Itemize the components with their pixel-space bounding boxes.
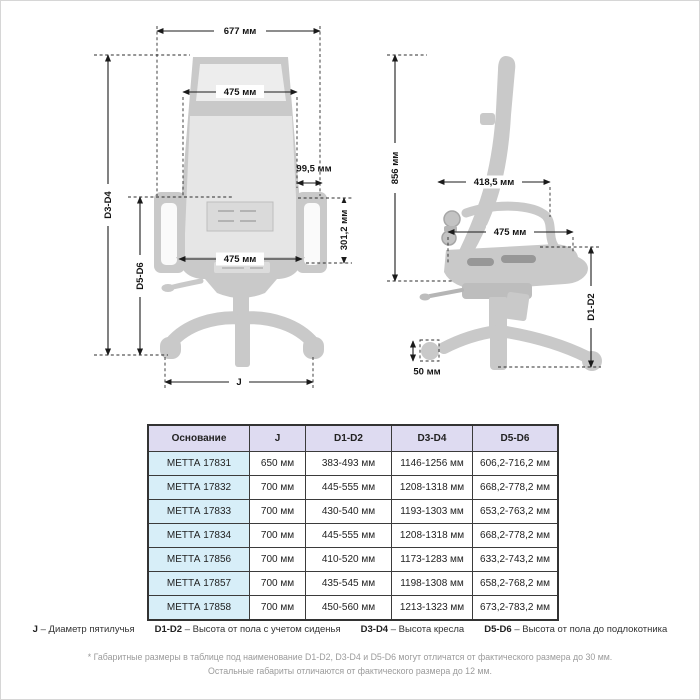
table-row — [148, 548, 558, 572]
legend-item — [155, 624, 341, 635]
dim-label-seat-height-code: D1-D2 — [586, 293, 597, 321]
cell-d1d2: 450-560 мм — [306, 596, 392, 621]
col-header-d3d4: D3-D4 — [392, 425, 473, 452]
cell-model: МЕТТА 17856 — [148, 548, 250, 572]
dim-label-seat-depth: 475 мм — [493, 227, 527, 238]
cell-d1d2: 445-555 мм — [306, 476, 392, 500]
dim-label-seat-width: 475 мм — [223, 254, 257, 265]
cell-j: 700 мм — [250, 548, 306, 572]
dim-label-overall-width: 677 мм — [223, 26, 257, 37]
legend-code: D5-D6 — [484, 624, 512, 635]
dim-label-base-code: J — [236, 377, 242, 388]
cell-d3d4: 1173-1283 мм — [392, 548, 473, 572]
cell-d3d4: 1198-1308 мм — [392, 572, 473, 596]
col-header-d1d2: D1-D2 — [306, 425, 392, 452]
col-header-j: J — [250, 425, 306, 452]
cell-j: 700 мм — [250, 500, 306, 524]
legend-code: D1-D2 — [154, 624, 183, 635]
col-header-d5d6: D5-D6 — [473, 425, 559, 452]
legend-item — [484, 624, 667, 635]
legend-code: J — [32, 624, 38, 635]
cell-d1d2: 435-545 мм — [306, 572, 392, 596]
cell-model: МЕТТА 17833 — [148, 500, 250, 524]
cell-model: МЕТТА 17858 — [148, 596, 250, 621]
footnote — [0, 650, 700, 678]
legend-desc: – Высота от пола с учетом сиденья — [184, 624, 341, 635]
cell-j: 700 мм — [250, 596, 306, 621]
cell-d5d6: 606,2-716,2 мм — [473, 452, 559, 476]
chair-side-illustration — [420, 56, 603, 371]
dim-label-total-height-code: D3-D4 — [103, 191, 114, 219]
dim-label-back-height: 856 мм — [390, 151, 401, 185]
table-row — [148, 500, 558, 524]
dimension-legend — [0, 624, 700, 635]
dim-label-backrest-width: 475 мм — [223, 87, 257, 98]
cell-model: МЕТТА 17832 — [148, 476, 250, 500]
table-header-row — [148, 425, 558, 452]
cell-d1d2: 445-555 мм — [306, 524, 392, 548]
table-row — [148, 596, 558, 621]
legend-desc: – Диаметр пятилучья — [40, 624, 135, 635]
chair-front-illustration — [154, 57, 327, 367]
cell-d3d4: 1213-1323 мм — [392, 596, 473, 621]
legend-desc: – Высота кресла — [390, 624, 465, 635]
footnote-line2: Остальные габариты отличаются от фактического размера до 12 мм. — [208, 666, 492, 677]
table-row — [148, 572, 558, 596]
cell-d1d2: 383-493 мм — [306, 452, 392, 476]
dim-label-caster: 50 мм — [413, 366, 441, 378]
cell-d5d6: 658,2-768,2 мм — [473, 572, 559, 596]
cell-d5d6: 633,2-743,2 мм — [473, 548, 559, 572]
table-row — [148, 452, 558, 476]
dim-label-back-depth: 418,5 мм — [473, 177, 515, 188]
cell-d3d4: 1208-1318 мм — [392, 476, 473, 500]
cell-d5d6: 668,2-778,2 мм — [473, 476, 559, 500]
cell-d5d6: 668,2-778,2 мм — [473, 524, 559, 548]
cell-model: МЕТТА 17834 — [148, 524, 250, 548]
footnote-line1: * Габаритные размеры в таблице под наименование D1-D2, D3-D4 и D5-D6 могут отличатся от фактического размера до 30 мм. — [87, 652, 613, 662]
cell-d3d4: 1208-1318 мм — [392, 524, 473, 548]
cell-d5d6: 653,2-763,2 мм — [473, 500, 559, 524]
dim-label-floor-armrest-code: D5-D6 — [135, 262, 146, 290]
cell-j: 700 мм — [250, 524, 306, 548]
cell-d3d4: 1146-1256 мм — [392, 452, 473, 476]
legend-item — [361, 624, 465, 635]
cell-d1d2: 430-540 мм — [306, 500, 392, 524]
col-header-base: Основание — [148, 425, 250, 452]
cell-j: 700 мм — [250, 572, 306, 596]
cell-model: МЕТТА 17831 — [148, 452, 250, 476]
dim-label-armrest-offset: 99,5 мм — [296, 163, 332, 175]
cell-d3d4: 1193-1303 мм — [392, 500, 473, 524]
cell-d1d2: 410-520 мм — [306, 548, 392, 572]
table-row — [148, 524, 558, 548]
cell-model: МЕТТА 17857 — [148, 572, 250, 596]
dim-label-armrest-height: 301,2 мм — [339, 209, 350, 251]
legend-desc: – Высота от пола до подлокотника — [514, 624, 668, 635]
dimensions-table — [147, 424, 559, 621]
cell-d5d6: 673,2-783,2 мм — [473, 596, 559, 621]
table-row — [148, 476, 558, 500]
cell-j: 650 мм — [250, 452, 306, 476]
legend-item — [33, 624, 135, 635]
cell-j: 700 мм — [250, 476, 306, 500]
legend-code: D3-D4 — [360, 624, 389, 635]
